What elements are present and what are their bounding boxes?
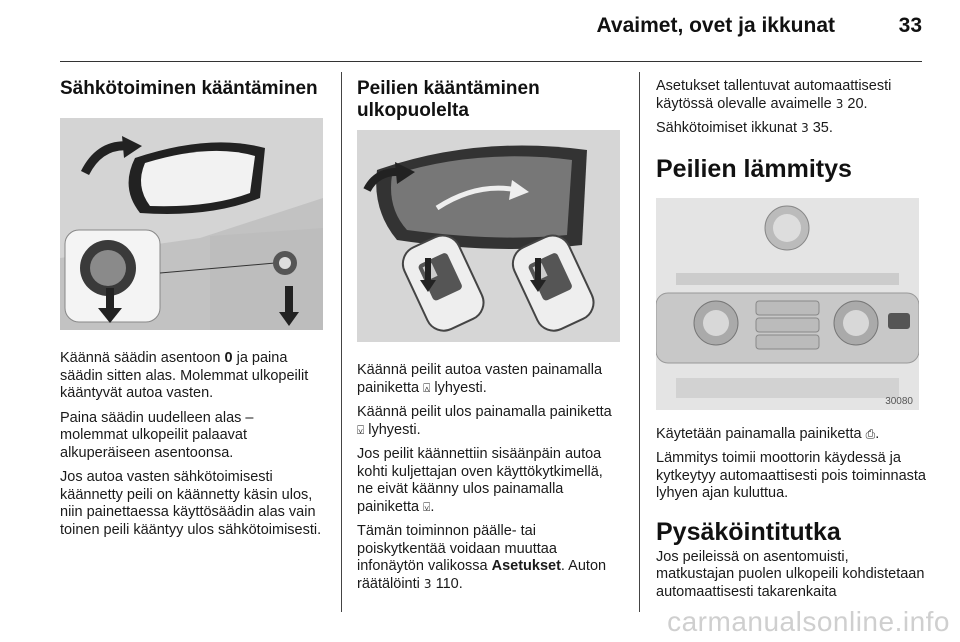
column-2: [357, 70, 622, 600]
paragraph: Sähkötoimiset ikkunat 3 35.: [656, 120, 833, 136]
section-heading-fold-from-outside: Peilien kääntäminen ulkopuolelta: [357, 78, 540, 121]
cross-reference-icon: 3: [835, 96, 844, 111]
paragraph: Jos peileissä on asentomuisti, matkustajan puolen ulkopeili kohdistetaan automaattisesti takarenkaita: [656, 548, 925, 600]
header-rule: [60, 61, 922, 62]
fold-in-button-icon: ⍓: [423, 380, 431, 395]
section-heading-parking-radar: Pysäköintitutka: [656, 517, 841, 546]
paragraph: Asetukset tallentuvat automaattisesti käytössä olevalle avaimelle 3 20.: [656, 78, 892, 112]
column-divider-2: [639, 72, 640, 612]
figure-number: 30080: [885, 395, 913, 407]
paragraph: Lämmitys toimii moottorin käydessä ja kytkeytyy automaattisesti pois toiminnasta lyhyen ajan kuluttua.: [656, 450, 926, 501]
cross-reference-icon: 3: [801, 121, 809, 135]
column-3: [656, 70, 926, 608]
paragraph: Käännä peilit autoa vasten painamalla painiketta ⍓ lyhyesti.: [357, 362, 603, 396]
mirror-control-illustration: [60, 118, 323, 330]
cross-reference-icon: 3: [423, 576, 432, 591]
fold-out-button-icon: ⍌: [423, 499, 431, 514]
paragraph: Käytetään painamalla painiketta ⎙.: [656, 425, 880, 442]
section-heading-electric-folding: Sähkötoiminen kääntäminen: [60, 78, 318, 99]
paragraph: Tämän toiminnon päälle- tai poiskytkentää voidaan muuttaa infonäytön valikossa Asetukset. Auton räätälöinti 3 110.: [357, 523, 607, 592]
page-number: 33: [898, 14, 922, 37]
paragraph: Jos autoa vasten sähkötoimisesti käännetty peili on käännetty käsin ulos, niin painettaessa käyttösäädin alas vain toinen peili kääntyy ulos sähkötoimisesti.: [60, 469, 322, 538]
column-1: [60, 70, 325, 546]
mirror-heating-button-icon: ⎙: [865, 426, 876, 441]
paragraph: Käännä peilit ulos painamalla painiketta ⍌ lyhyesti.: [357, 404, 612, 438]
paragraph: Paina säädin uudelleen alas – molemmat ulkopeilit palaavat alkuperäiseen asentoonsa.: [60, 409, 254, 461]
paragraph: Käännä säädin asentoon 0 ja paina säädin sitten alas. Molemmat ulkopeilit kääntyvät autoa vasten.: [60, 350, 309, 401]
key-fob-illustration: [357, 130, 620, 342]
running-header-title: Avaimet, ovet ja ikkunat: [596, 14, 835, 37]
column-divider-1: [341, 72, 342, 612]
paragraph: Jos peilit käännettiin sisäänpäin autoa kohti kuljettajan oven käyttökytkimellä, ne eivät käänny ulos painamalla painiketta ⍌.: [357, 446, 603, 515]
fold-out-button-icon: ⍌: [357, 422, 365, 437]
watermark: carmanualsonline.info: [667, 606, 950, 637]
section-heading-mirror-heating: Peilien lämmitys: [656, 154, 852, 183]
climate-panel-illustration: [656, 198, 919, 410]
